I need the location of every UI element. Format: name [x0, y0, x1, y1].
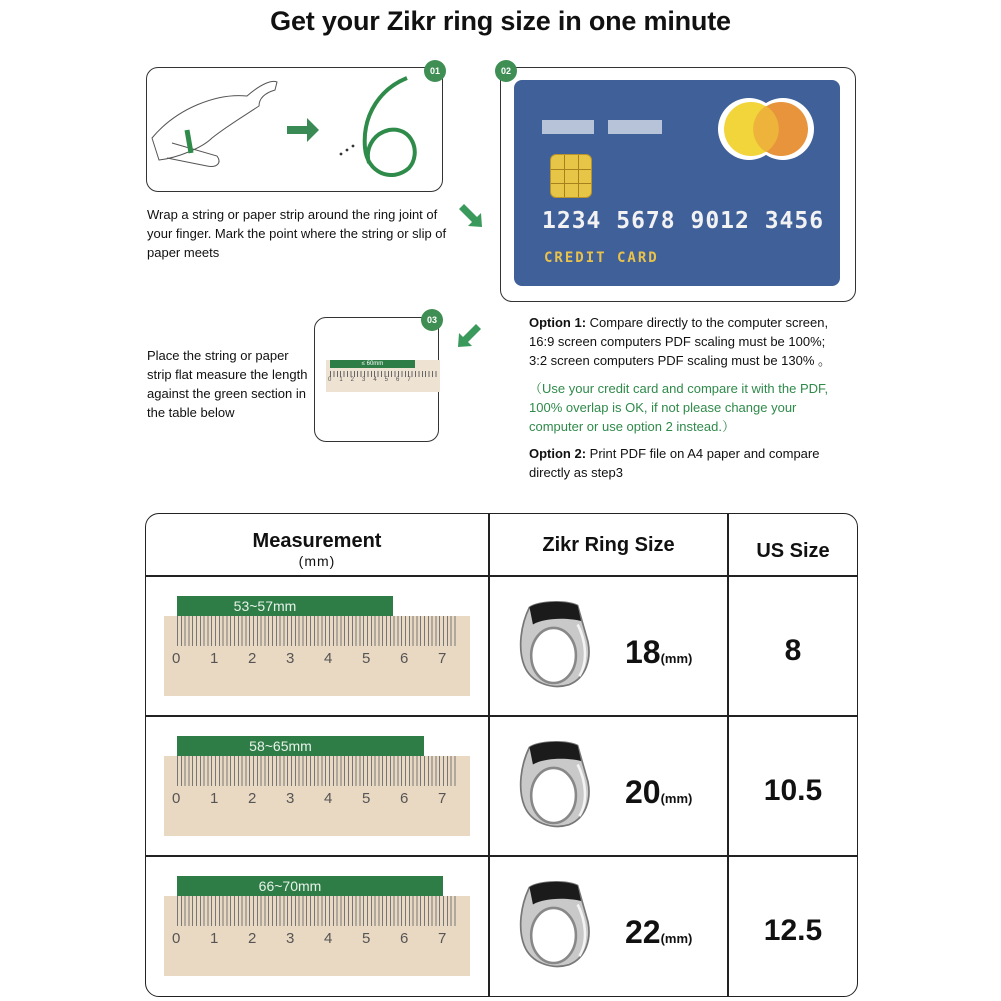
ruler — [164, 596, 470, 696]
ruler-digit: 6 — [400, 930, 409, 947]
us-size-value: 12.5 — [763, 914, 823, 947]
ruler-digit: 4 — [324, 790, 333, 807]
us-size-value: 8 — [784, 634, 802, 667]
step2-badge: 02 — [495, 60, 517, 82]
ruler-digit: 3 — [286, 930, 295, 947]
header-measurement — [146, 530, 488, 569]
ruler-digit: 2 — [248, 650, 257, 667]
ruler-ticks — [177, 616, 457, 646]
finger-wrap-illustration — [147, 68, 442, 191]
strip-label: 66~70mm — [258, 878, 322, 894]
strip-label: 53~57mm — [233, 598, 297, 614]
ruler-digit: 4 — [324, 930, 333, 947]
mini-ruler: ≤ 60mm 01234567 — [326, 360, 440, 392]
card-number: 1234 5678 9012 3456 — [542, 208, 825, 234]
strip-label: 58~65mm — [249, 738, 312, 754]
step1-badge: 01 — [424, 60, 446, 82]
ruler-digit: 6 — [400, 650, 409, 667]
option2-text: Print PDF file on A4 paper and compare directly as step3 — [529, 446, 820, 480]
ruler-digit: 2 — [248, 790, 257, 807]
header-ring-size: Zikr Ring Size — [542, 534, 675, 556]
chip-icon — [550, 154, 592, 198]
page-title: Get your Zikr ring size in one minute — [270, 6, 731, 36]
ruler-digit: 1 — [210, 930, 219, 947]
card-stripe-1 — [542, 120, 594, 134]
option1 — [529, 313, 839, 370]
zikr-ring-image — [514, 596, 600, 701]
ruler-digit: 3 — [286, 650, 295, 667]
ruler-digit: 0 — [172, 790, 181, 807]
option-note: （Use your credit card and compare it with the PDF, 100% overlap is OK, if not please change your computer or use option 2 instead.） — [529, 381, 829, 434]
ruler — [164, 876, 470, 976]
ruler-digit: 0 — [172, 650, 181, 667]
size-table — [145, 513, 858, 997]
ruler-digit: 1 — [210, 650, 219, 667]
ruler-digit: 7 — [438, 650, 447, 667]
ring-size-value: 22(mm) — [625, 914, 693, 950]
ring-size-value: 18(mm) — [625, 634, 693, 670]
ring-size-value: 20(mm) — [625, 774, 693, 810]
step1-text: Wrap a string or paper strip around the ring joint of your finger. Mark the point where the string or slip of paper meets — [147, 207, 447, 260]
card-label: CREDIT CARD — [544, 250, 659, 266]
option2-label: Option 2: — [529, 446, 587, 461]
zikr-ring-image — [514, 876, 600, 981]
credit-card — [514, 80, 840, 286]
arrow-right-down-icon — [455, 200, 487, 232]
card-stripe-2 — [608, 120, 662, 134]
header-us-size: US Size — [756, 540, 830, 562]
header-measurement-unit: (mm) — [298, 553, 336, 569]
option2 — [529, 444, 839, 482]
ruler-ticks — [177, 756, 457, 786]
ruler-digit: 7 — [438, 790, 447, 807]
option1-label: Option 1: — [529, 315, 587, 330]
arrow-left-down-icon — [453, 320, 485, 352]
ruler-digit: 5 — [362, 790, 371, 807]
header-measurement-label: Measurement — [252, 530, 382, 552]
ruler-digit: 7 — [438, 930, 447, 947]
zikr-ring-image — [514, 736, 600, 841]
step1-panel — [146, 67, 443, 192]
ruler-ticks — [177, 896, 457, 926]
option1-text: Compare directly to the computer screen, 16:9 screen computers PDF scaling must be 100%; 3:2 screen computers PDF scaling must be 130% 。 — [529, 315, 832, 368]
step3-badge: 03 — [421, 309, 443, 331]
ruler-digit: 4 — [324, 650, 333, 667]
ruler-digit: 1 — [210, 790, 219, 807]
ruler-digit: 2 — [248, 930, 257, 947]
ruler — [164, 736, 470, 836]
mini-strip: ≤ 60mm — [330, 360, 415, 368]
ruler-digit: 3 — [286, 790, 295, 807]
ruler-digit: 6 — [400, 790, 409, 807]
ruler-digit: 0 — [172, 930, 181, 947]
us-size-value: 10.5 — [763, 774, 823, 807]
step3-text: Place the string or paper strip flat measure the length against the green section in the table below — [147, 348, 308, 420]
ruler-digit: 5 — [362, 650, 371, 667]
mastercard-logo-icon — [714, 96, 818, 162]
ruler-digit: 5 — [362, 930, 371, 947]
